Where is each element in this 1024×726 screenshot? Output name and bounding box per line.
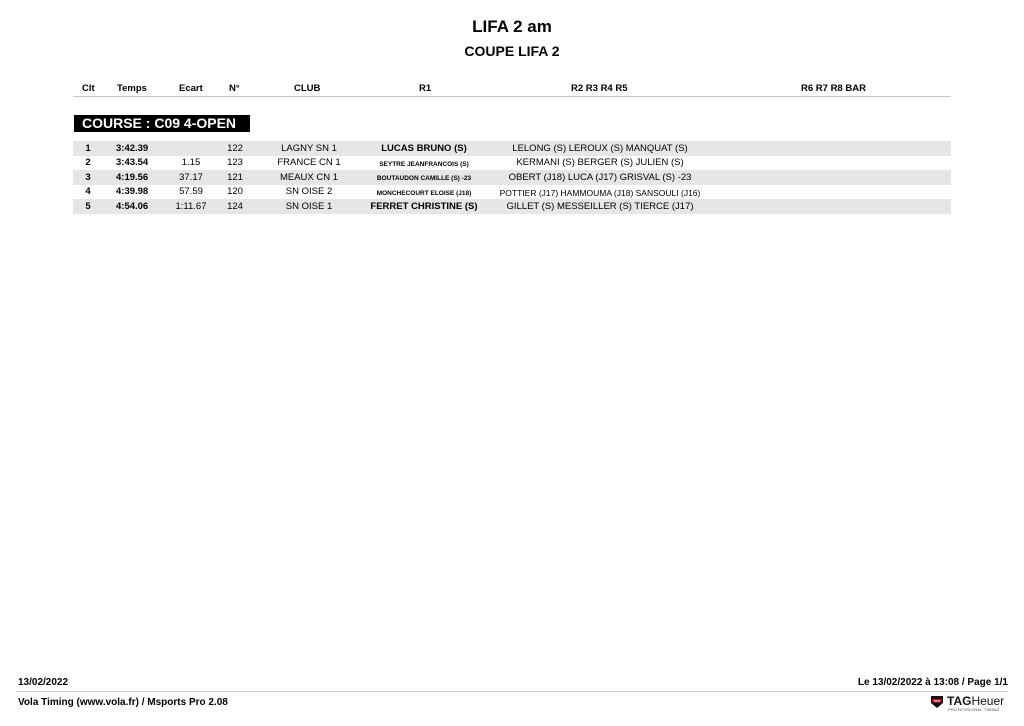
footer-credit: Vola Timing (www.vola.fr) / Msports Pro 2.08 [18,697,228,708]
club: SN OISE 2 [285,186,333,197]
col-header-temps: Temps [117,83,147,94]
tag-heuer-shield-icon [930,695,944,709]
col-header-club: CLUB [294,83,321,94]
table-row [73,199,951,214]
table-row [73,170,951,185]
col-header-r1: R1 [419,83,432,94]
col-header-ecart: Ecart [179,83,203,94]
crew-r2-r5: OBERT (J18) LUCA (J17) GRISVAL (S) -23 [508,171,692,183]
col-header-num: N° [229,83,240,94]
table-row [73,156,951,171]
gap: 37.17 [179,171,203,183]
time: 4:54.06 [116,200,149,212]
gap: 57.59 [179,186,203,197]
club: FRANCE CN 1 [277,157,341,168]
time: 3:43.54 [116,157,149,168]
rower-r1: FERRET CHRISTINE (S) [370,200,478,212]
tag-heuer-logo [930,695,1012,711]
club: SN OISE 1 [285,200,333,212]
rank: 3 [85,171,91,183]
rank: 2 [85,157,91,168]
bow-number: 123 [227,157,243,168]
bow-number: 122 [227,142,243,154]
col-header-r6-bar: R6 R7 R8 BAR [801,83,866,94]
course-label: COURSE : C09 4-OPEN [74,115,250,132]
crew-r2-r5: KERMANI (S) BERGER (S) JULIEN (S) [516,157,684,168]
table-row [73,141,951,156]
rower-r1: MONCHECOURT ELOISE (J18) [376,189,472,197]
logo-subtext: PROFESSIONAL TIMING [948,707,1000,712]
rower-r1: SEYTRE JEANFRANCOIS (S) [379,160,469,168]
col-header-r2-r5: R2 R3 R4 R5 [571,83,628,94]
footer-page-info: Le 13/02/2022 à 13:08 / Page 1/1 [857,677,1008,688]
rower-r1: BOUTAUDON CAMILLE (S) -23 [376,175,472,182]
crew-r2-r5: GILLET (S) MESSEILLER (S) TIERCE (J17) [506,200,694,212]
club: LAGNY SN 1 [281,142,337,154]
rank: 5 [85,200,91,212]
time: 4:19.56 [116,171,149,183]
footer-date: 13/02/2022 [18,677,69,688]
page-title: LIFA 2 am [472,17,552,36]
bow-number: 121 [227,171,243,183]
rank: 1 [85,142,91,154]
crew-r2-r5: LELONG (S) LEROUX (S) MANQUAT (S) [512,142,688,154]
crew-r2-r5: POTTIER (J17) HAMMOUMA (J18) SANSOULI (J16) [499,187,701,198]
club: MEAUX CN 1 [279,171,339,183]
rank: 4 [85,186,91,197]
time: 3:42.39 [116,142,149,154]
gap: 1.15 [181,157,201,168]
page-subtitle: COUPE LIFA 2 [464,43,560,59]
table-row [73,185,951,200]
header-divider [73,96,951,97]
time: 4:39.98 [116,186,149,197]
bow-number: 124 [227,200,243,212]
logo-wordmark: TAGHeuer [947,694,1005,708]
gap: 1:11.67 [175,200,207,212]
results-table [73,141,951,214]
svg-text:TAG: TAG [933,698,941,703]
col-header-clt: Clt [82,83,95,94]
rower-r1: LUCAS BRUNO (S) [381,142,467,154]
footer-divider [16,691,1008,692]
bow-number: 120 [227,186,243,197]
